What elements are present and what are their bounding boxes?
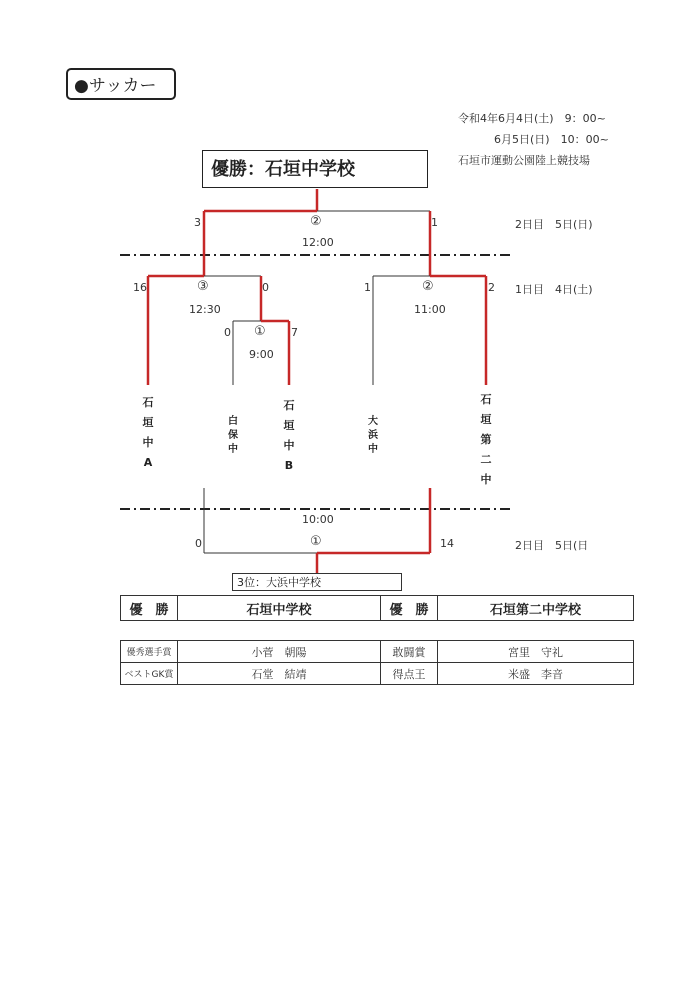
semi-right-score-left: 1 <box>364 281 371 294</box>
sport-title: ●サッカー <box>66 68 176 100</box>
team-ishigaki-b <box>281 396 297 476</box>
r1-score-right: 7 <box>291 326 298 339</box>
team-char: 中 <box>368 444 378 455</box>
team-char: 第 <box>480 433 492 446</box>
team-char: 中 <box>142 436 154 449</box>
third-day: 2日目 5日(日 <box>515 539 589 552</box>
award-label: 敢闘賞 <box>381 641 438 663</box>
r1-score-left: 0 <box>224 326 231 339</box>
venue: 石垣市運動公園陸上競技場 <box>458 154 590 167</box>
semi-left-time: 12:30 <box>189 303 221 316</box>
date-line-2: 6月5日(日) 10：00~ <box>494 133 609 146</box>
final-match-number: ② <box>310 214 322 229</box>
team-char: 垣 <box>480 413 492 426</box>
winner-label-2: 優 勝 <box>381 596 438 621</box>
award-player: 石堂 結靖 <box>178 663 381 685</box>
semi-right-score-right: 2 <box>488 281 495 294</box>
champion-box: 優勝：石垣中学校 <box>202 150 428 188</box>
team-char: 垣 <box>283 419 295 432</box>
winner-name-1: 石垣中学校 <box>178 596 381 621</box>
third-place-box: 3位：大浜中学校 <box>232 573 402 591</box>
r1-time: 9:00 <box>249 348 274 361</box>
final-score-left: 3 <box>194 216 201 229</box>
team-char: 石 <box>283 399 295 412</box>
third-match-number: ① <box>310 534 322 549</box>
team-char: 中 <box>228 444 238 455</box>
semi-left-match-number: ③ <box>197 279 209 294</box>
award-label: 優秀選手賞 <box>121 641 178 663</box>
results-table <box>120 595 634 621</box>
award-player: 宮里 守礼 <box>438 641 634 663</box>
awards-row <box>121 641 634 663</box>
third-score-left: 0 <box>195 537 202 550</box>
team-char: 大 <box>368 416 378 427</box>
final-score-right: 1 <box>431 216 438 229</box>
team-shiraho <box>225 415 241 457</box>
team-ohama <box>365 415 381 457</box>
awards-row <box>121 663 634 685</box>
team-char: A <box>143 456 153 469</box>
date-line-1: 令和4年6月4日(土) 9：00~ <box>458 112 606 125</box>
semi-right-match-number: ② <box>422 279 434 294</box>
team-char: 垣 <box>142 416 154 429</box>
third-score-right: 14 <box>440 537 454 550</box>
third-time: 10:00 <box>302 513 334 526</box>
final-day: 2日目 5日(日) <box>515 218 593 231</box>
results-row <box>121 596 634 621</box>
team-char: 中 <box>480 473 492 486</box>
semi-left-score-right: 0 <box>262 281 269 294</box>
team-char: 石 <box>480 393 492 406</box>
final-time: 12:00 <box>302 236 334 249</box>
team-ishigaki-daini <box>478 390 494 490</box>
r1-match-number: ① <box>254 324 266 339</box>
semi-right-time: 11:00 <box>414 303 446 316</box>
awards-table <box>120 640 634 685</box>
award-label: 得点王 <box>381 663 438 685</box>
semi-left-score-left: 16 <box>133 281 147 294</box>
semis-day: 1日目 4日(土) <box>515 283 593 296</box>
team-char: 二 <box>480 453 492 466</box>
team-char: 中 <box>283 439 295 452</box>
award-player: 米盛 李音 <box>438 663 634 685</box>
team-ishigaki-a <box>140 393 156 473</box>
winner-label-1: 優 勝 <box>121 596 178 621</box>
team-char: 保 <box>228 430 238 441</box>
winner-name-2: 石垣第二中学校 <box>438 596 634 621</box>
team-char: B <box>284 459 294 472</box>
team-char: 白 <box>228 416 238 427</box>
team-char: 浜 <box>368 430 378 441</box>
award-player: 小菅 朝陽 <box>178 641 381 663</box>
team-char: 石 <box>142 396 154 409</box>
award-label: ベストGK賞 <box>121 663 178 685</box>
